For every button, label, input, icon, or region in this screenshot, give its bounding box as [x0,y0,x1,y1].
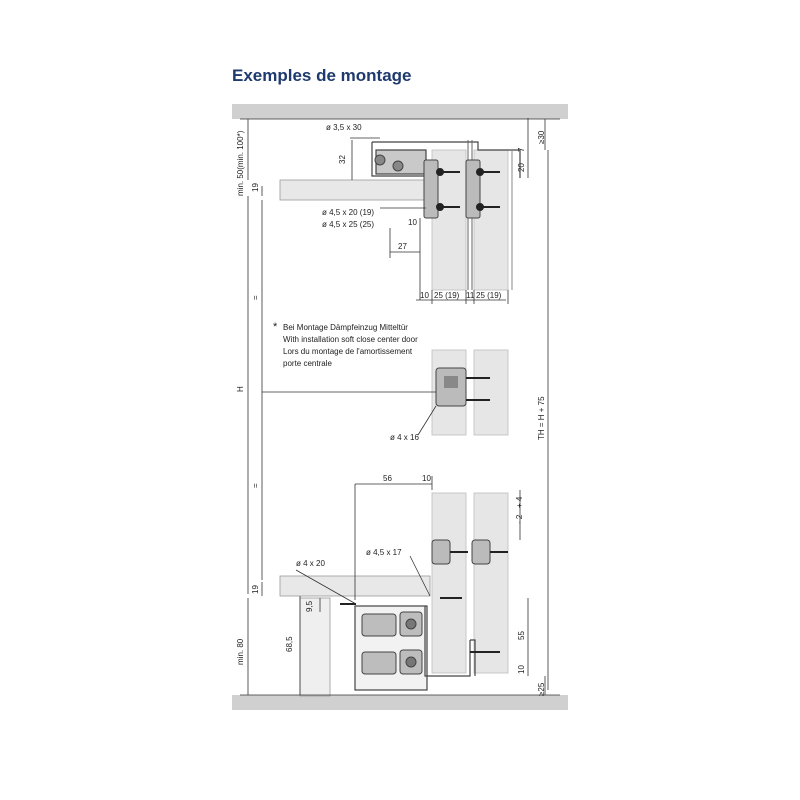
door-panels [432,150,508,673]
dim-TH: TH = H + 75 [537,396,546,440]
dim-eq1: = [251,295,260,300]
note-star: * [273,321,278,333]
dim-screw-bot-b: ø 4,5 x 17 [366,548,402,557]
dim-10b: 10 [420,291,429,300]
dim-min80: min. 80 [236,638,245,665]
dim-55: 55 [517,631,526,640]
page-title: Exemples de montage [232,66,412,85]
dim-ge30: ≥30 [537,130,546,144]
floor-bar [232,695,568,710]
note-line-1: Bei Montage Dämpfeinzug Mitteltür [283,323,408,332]
dim-95: 9,5 [305,600,314,612]
dim-screw-mid-b: ø 4,5 x 25 (25) [322,220,375,229]
note-line-2: With installation soft close center door [283,335,418,344]
dim-32: 32 [338,155,347,164]
dim-19b: 19 [251,585,260,594]
leader-lines [262,208,436,604]
dim-screw-mid-a: ø 4,5 x 20 (19) [322,208,375,217]
dim-25a: 25 (19) [434,291,460,300]
dim-ge25: ≥25 [537,682,546,696]
dim-10c: 10 [422,474,431,483]
dim-11: 11 [466,291,475,300]
dim-10d: 10 [517,665,526,674]
dim-screw-center: ø 4 x 16 [390,433,419,442]
ceiling-bar [232,104,568,119]
dim-27: 27 [398,242,407,251]
dim-19a: 19 [251,183,260,192]
dim-7: 7 [517,147,526,152]
dim-plus4: + 4 [515,496,524,508]
dim-H: H [236,386,245,392]
dim-eq2: = [251,483,260,488]
dim-min50: min. 50(min. 100*) [236,130,245,196]
dim-10a: 10 [408,218,417,227]
note-line-4: porte centrale [283,359,332,368]
dim-25b: 25 (19) [476,291,502,300]
note-line-3: Lors du montage de l'amortissement [283,347,413,356]
dim-20: 20 [517,163,526,172]
dim-minus2: - 2 [515,514,524,524]
dim-screw-bot-a: ø 4 x 20 [296,559,325,568]
dim-68: 68,5 [285,636,294,652]
dim-screw-top: ø 3,5 x 30 [326,123,362,132]
dim-56: 56 [383,474,392,483]
